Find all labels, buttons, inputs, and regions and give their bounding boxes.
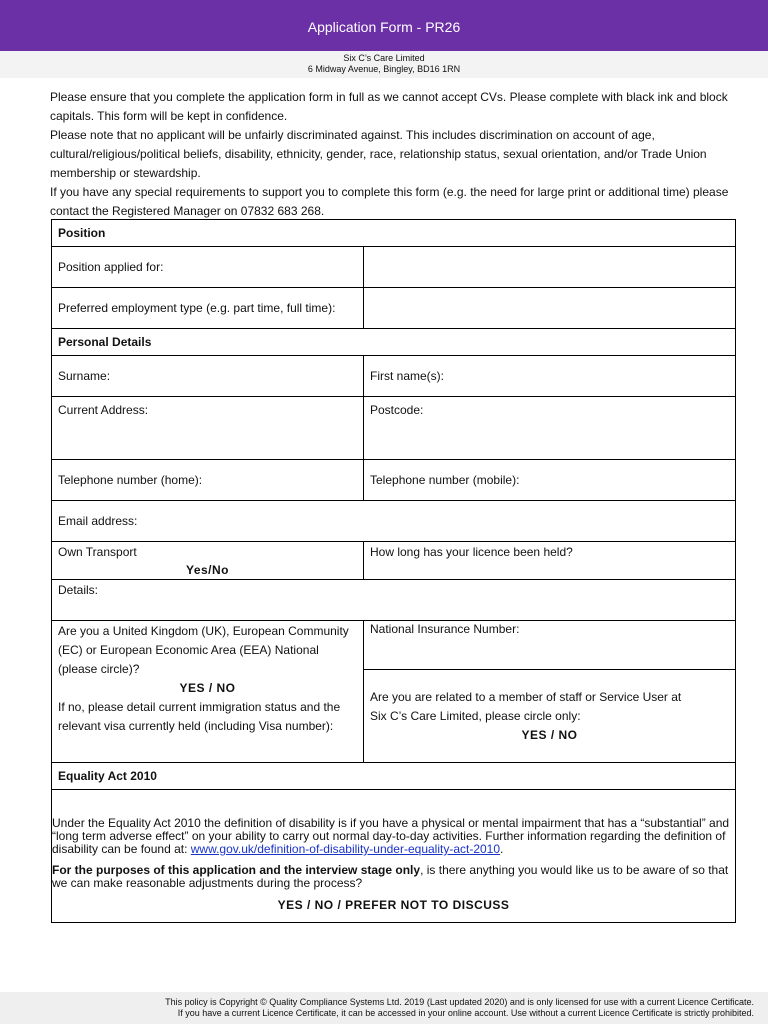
- field-current-address[interactable]: Current Address:: [52, 397, 364, 460]
- equality-text-end: .: [500, 842, 504, 856]
- company-name: Six C’s Care Limited: [343, 53, 425, 63]
- equality-text: Under the Equality Act 2010 the definition of disability is if you have a physical or mental impairment that has a “substantial” and “long term adverse effect” on your ability to carry out normal day-to-day activities. Further information regarding the definition of disability can be found at:: [52, 816, 730, 856]
- related-company: Six C’s Care Limited: [370, 708, 479, 723]
- section-header-personal: Personal Details: [52, 329, 736, 356]
- equality-link[interactable]: www.gov.uk/definition-of-disability-under-equality-act-2010: [190, 842, 501, 856]
- copyright-footer: [0, 992, 768, 1024]
- label-position-applied: Position applied for:: [52, 247, 364, 288]
- immigration-question: If no, please detail current immigration status and the relevant visa currently held (including Visa number):: [58, 700, 341, 733]
- related-question-start: Are you are related to a member of staff or Service User at: [370, 689, 682, 704]
- field-surname[interactable]: Surname:: [52, 356, 364, 397]
- adjustments-paragraph: [52, 864, 735, 890]
- nationality-question: Are you a United Kingdom (UK), European Community (EC) or European Economic Area (EEA) National (please circle)?: [58, 624, 349, 676]
- related-question-end: , please circle only:: [478, 708, 581, 723]
- header-bar: [0, 0, 768, 51]
- company-address: 6 Midway Avenue, Bingley, BD16 1RN: [307, 64, 461, 74]
- footer-line-2: If you have a current Licence Certificate, it can be accessed in your online account. Use without a current Licence Certificate is strictly prohibited.: [177, 1008, 754, 1018]
- company-block: [0, 51, 768, 78]
- field-first-names[interactable]: First name(s):: [364, 356, 736, 397]
- field-own-transport[interactable]: [52, 542, 364, 580]
- footer-line-1: This policy is Copyright © Quality Compliance Systems Ltd. 2019 (Last updated 2020) and is only licensed for use with a current Licence Certificate.: [165, 997, 754, 1007]
- field-ni-number[interactable]: National Insurance Number:: [364, 621, 736, 670]
- related-choice[interactable]: YES / NO: [521, 727, 578, 742]
- field-related[interactable]: [364, 670, 736, 763]
- section-header-equality: Equality Act 2010: [52, 763, 736, 790]
- own-transport-choice[interactable]: Yes/No: [185, 563, 230, 577]
- intro-paragraph-1: Please ensure that you complete the application form in full as we cannot accept CVs. Please complete with black ink and block capitals. This form will be kept in confidence.: [50, 90, 728, 123]
- field-nationality[interactable]: [52, 621, 364, 763]
- label-employment-type: Preferred employment type (e.g. part time, full time):: [52, 288, 364, 329]
- field-tel-home[interactable]: Telephone number (home):: [52, 460, 364, 501]
- adjustments-choice[interactable]: YES / NO / PREFER NOT TO DISCUSS: [277, 898, 510, 912]
- field-email[interactable]: Email address:: [52, 501, 736, 542]
- equality-content: [52, 790, 736, 923]
- adjustments-text: , is there anything you would like us to be aware of so that we can make reasonable adjustments during the process?: [52, 863, 729, 890]
- application-form-table: [51, 219, 736, 923]
- equality-paragraph: [52, 817, 735, 856]
- field-postcode[interactable]: Postcode:: [364, 397, 736, 460]
- field-tel-mobile[interactable]: Telephone number (mobile):: [364, 460, 736, 501]
- label-own-transport: Own Transport: [58, 545, 137, 559]
- field-employment-type[interactable]: [364, 288, 736, 329]
- field-details[interactable]: Details:: [52, 580, 736, 621]
- related-question: [370, 688, 729, 726]
- section-header-position: Position: [52, 220, 736, 247]
- form-title: Application Form - PR26: [307, 19, 461, 35]
- field-licence-held[interactable]: How long has your licence been held?: [364, 542, 736, 580]
- field-position-applied[interactable]: [364, 247, 736, 288]
- adjustments-bold-lead: For the purposes of this application and the interview stage only: [52, 863, 421, 877]
- intro-paragraph-2: Please note that no applicant will be unfairly discriminated against. This includes discrimination on account of age, cultural/religious/political beliefs, disability, ethnicity, gender, race, relationship status, sexual orientation, and/or Trade Union membership or stewardship.: [50, 128, 707, 180]
- intro-text: [50, 88, 740, 221]
- intro-paragraph-3: If you have any special requirements to support you to complete this form (e.g. the need for large print or additional time) please contact the Registered Manager on 07832 683 268.: [50, 185, 729, 218]
- nationality-choice[interactable]: YES / NO: [179, 681, 236, 695]
